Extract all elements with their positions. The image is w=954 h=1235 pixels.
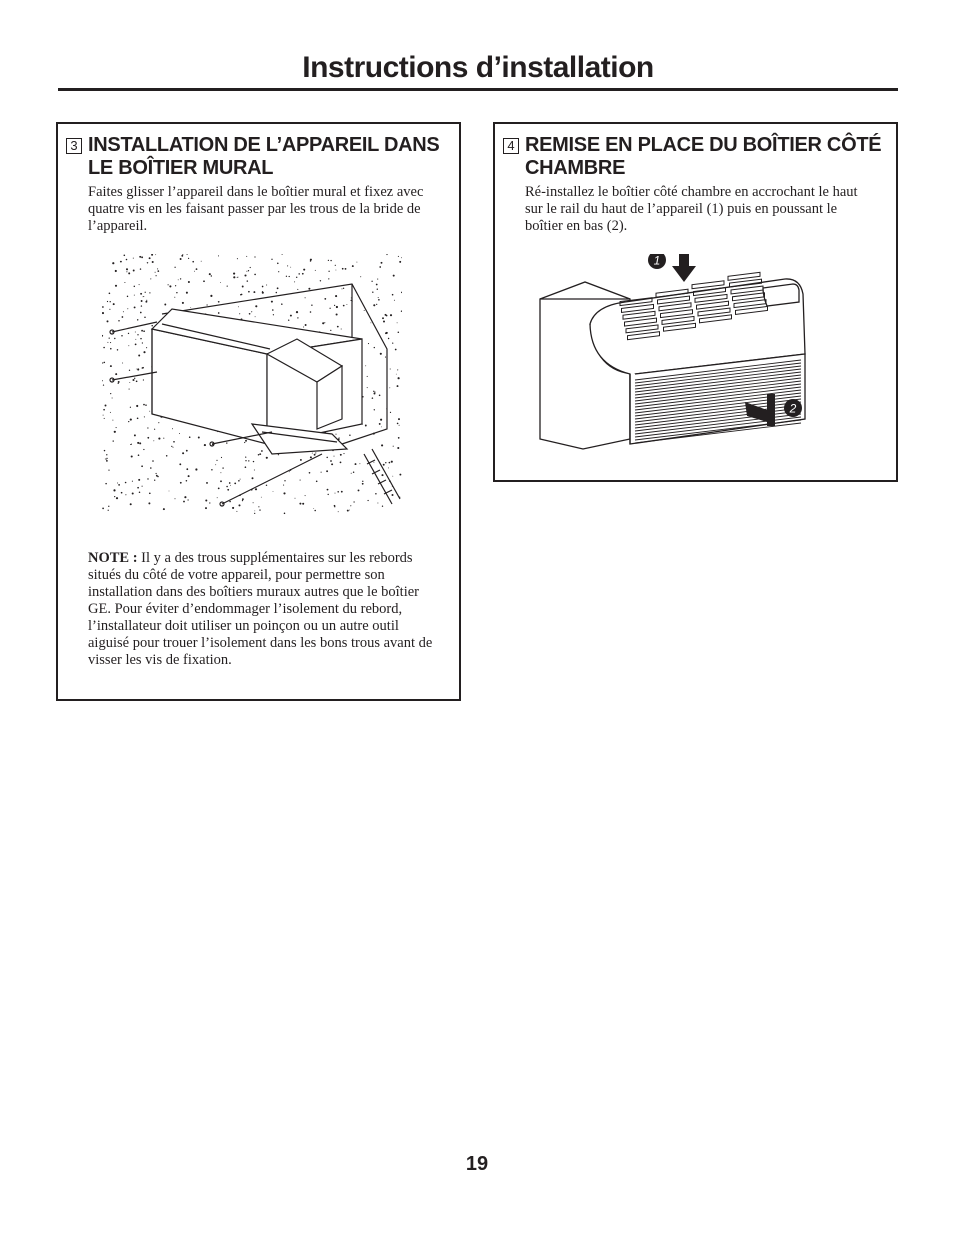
section-3-header xyxy=(66,134,449,180)
title-rule xyxy=(58,88,898,91)
section-4-title: REMISE EN PLACE DU BOÎTIER CÔTÉ CHAMBRE xyxy=(525,134,882,179)
section-4-header xyxy=(503,134,886,180)
step-number-4: 4 xyxy=(503,138,519,154)
section-3-note xyxy=(88,550,433,669)
section-3-title: INSTALLATION DE L’APPAREIL DANS LE BOÎTIER MURAL xyxy=(88,134,440,179)
callout-2-label: 2 xyxy=(789,401,797,416)
page-title: Instructions d’installation xyxy=(302,51,654,84)
section-3-text: Faites glisser l’appareil dans le boîtier mural et fixez avec quatre vis en les faisant passer par les trous de la bride de l’appareil. xyxy=(88,184,424,234)
room-cabinet-replacement-illustration xyxy=(535,254,865,459)
page-number: 19 xyxy=(465,1153,489,1175)
wall-sleeve-installation-illustration xyxy=(102,254,402,524)
step-number-3: 3 xyxy=(66,138,82,154)
callout-1-icon xyxy=(648,254,666,269)
section-4-text: Ré-installez le boîtier côté chambre en accrochant le haut sur le rail du haut de l’appareil (1) puis en poussant le boîtier en bas (2). xyxy=(525,184,858,234)
arrow-down-icon xyxy=(672,254,696,282)
section-4-box xyxy=(493,122,898,482)
note-text: Il y a des trous supplémentaires sur les rebords situés du côté de votre appareil, pour permettre son installation dans des boîtiers muraux autres que le boîtier GE. Pour éviter d’endommager l’isolement du rebord, l’installateur doit utiliser un poinçon ou un autre outil aiguisé pour trouer l’isolement dans les bons trous avant de visser les vis de fixation. xyxy=(88,550,433,668)
callout-2-icon xyxy=(784,399,802,417)
section-3-box xyxy=(56,122,461,701)
callout-1-label: 1 xyxy=(653,254,661,268)
note-label: NOTE : xyxy=(88,550,138,566)
